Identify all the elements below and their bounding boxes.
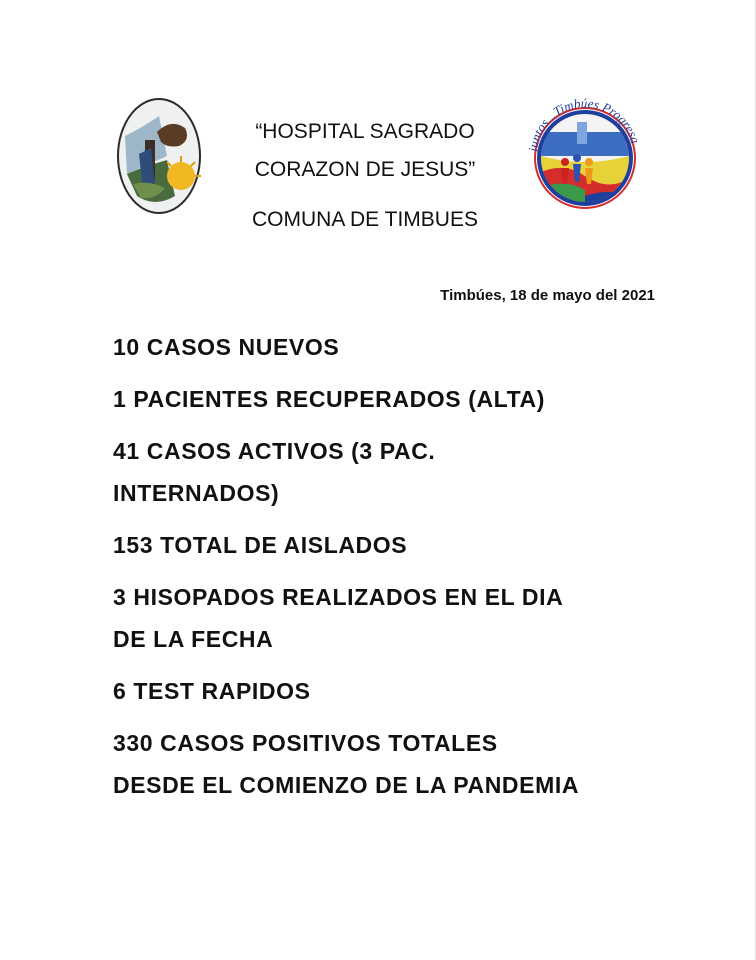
stat-item — [113, 378, 673, 420]
stat-line: INTERNADOS) — [113, 480, 280, 506]
stat-item — [113, 524, 673, 566]
stat-line: DE LA FECHA — [113, 626, 274, 652]
hospital-name-line2: CORAZON DE JESUS” — [254, 158, 476, 181]
stat-item — [113, 576, 673, 660]
stat-line: 153 TOTAL DE AISLADOS — [113, 532, 408, 558]
stat-line: 10 CASOS NUEVOS — [113, 334, 340, 360]
stat-item — [113, 430, 673, 514]
comuna-name: COMUNA DE TIMBUES — [252, 208, 478, 231]
covid-stats-list — [113, 326, 673, 816]
stat-line: 41 CASOS ACTIVOS (3 PAC. — [113, 438, 436, 464]
stat-line: 6 TEST RAPIDOS — [113, 678, 311, 704]
stat-item — [113, 670, 673, 712]
comuna-coat-of-arms-icon — [115, 96, 203, 216]
stat-line: 1 PACIENTES RECUPERADOS (ALTA) — [113, 386, 546, 412]
stat-line: 3 HISOPADOS REALIZADOS EN EL DIA — [113, 584, 564, 610]
logo-slogan: juntos...Timbúes Progresa — [525, 95, 643, 153]
document-date: Timbúes, 18 de mayo del 2021 — [440, 287, 655, 304]
stat-item — [113, 722, 673, 806]
juntos-timbues-progresa-logo-icon — [525, 92, 643, 212]
stat-line: DESDE EL COMIENZO DE LA PANDEMIA — [113, 772, 580, 798]
stat-item — [113, 326, 673, 368]
hospital-name-line1: “HOSPITAL SAGRADO — [255, 120, 475, 143]
stat-line: 330 CASOS POSITIVOS TOTALES — [113, 730, 498, 756]
